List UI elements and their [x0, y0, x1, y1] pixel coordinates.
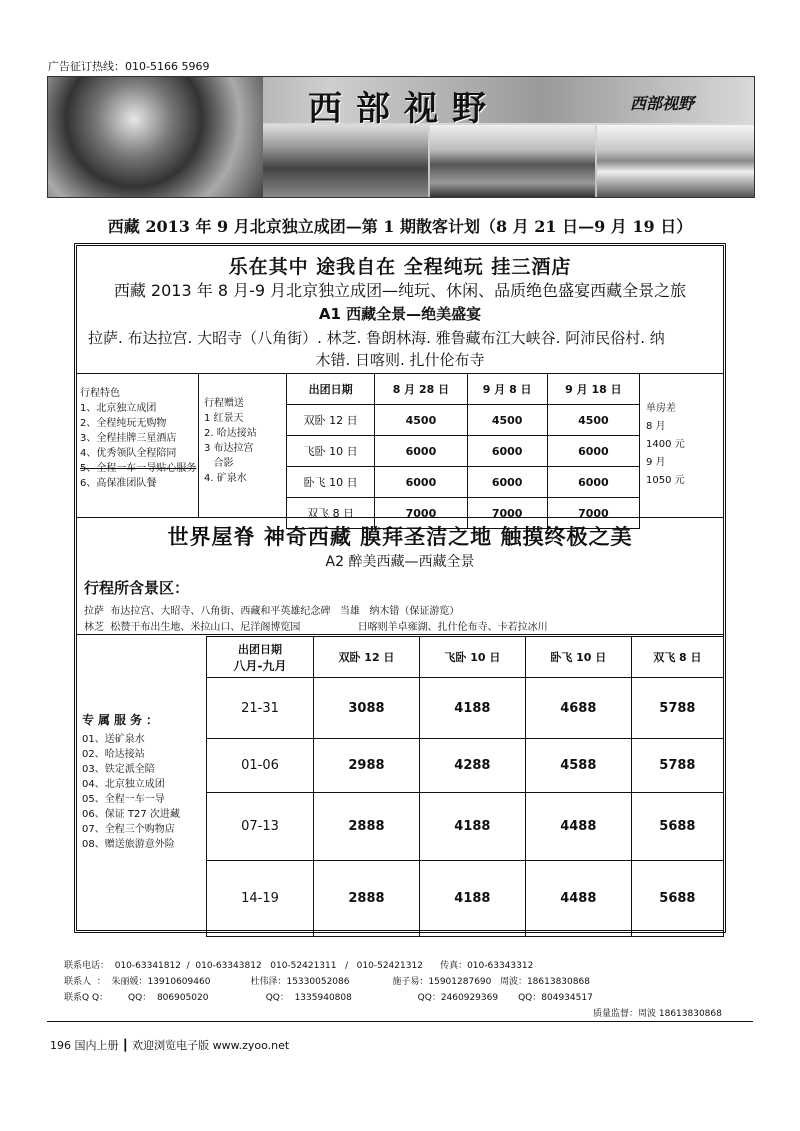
single-room-price: 1050 元: [646, 475, 685, 486]
banner-photo-prayer-wheels: [263, 125, 428, 197]
gift-item: 2. 哈达接站: [204, 428, 257, 439]
a1-route-line1: 拉萨. 布达拉宫. 大昭寺（八角街）. 林芝. 鲁朗林海. 雅鲁藏布江大峡谷. 阿沛民俗村. 纳: [88, 329, 665, 347]
price-cell: 4188: [419, 793, 525, 861]
table-row: [207, 739, 724, 793]
scenic-line: 林芝 松赞干布出生地、米拉山口、尼洋阁博览园 日喀则羊卓雍湖、扎什伦布寺、卡若拉冰川: [84, 622, 548, 633]
price-cell: 4688: [525, 678, 631, 739]
banner-photo-lake: [430, 125, 595, 197]
footer-divider: [47, 1021, 753, 1022]
price-cell: 7000: [375, 498, 467, 529]
date-header-line1: 出团日期: [238, 642, 282, 656]
service-item: 05、全程一车一导: [82, 794, 165, 805]
contact-phone: 联系电话： 010-63341812 / 010-63343812 010-52421311 / 010-52421312 传真：010-63343312: [64, 961, 534, 971]
contact-people: 联系人 ： 朱丽媛：13910609460 杜伟泽：15330052086 施子易：15901287690 周波：18613830868: [64, 977, 590, 987]
service-item: 04、北京独立成团: [82, 779, 165, 790]
feature-item: 1、北京独立成团: [80, 403, 157, 414]
price-cell: 4588: [525, 739, 631, 793]
a2-services: [82, 713, 180, 852]
table-row: [287, 467, 640, 498]
a2-name: A2 醉美西藏—西藏全景: [325, 554, 475, 570]
banner-title: 西部视野: [308, 89, 500, 129]
gift-item: 1 红景天: [204, 413, 244, 424]
a1-price-table: [286, 373, 640, 529]
date-header-line2: 八月-九月: [233, 658, 287, 673]
services-title: 专属服务：: [82, 713, 163, 727]
feature-item: 6、高保准团队餐: [80, 478, 157, 489]
table-row: [287, 436, 640, 467]
features-title: 行程特色: [80, 388, 120, 399]
a2-slogan: 世界屋脊 神奇西藏 膜拜圣洁之地 触摸终极之美: [167, 525, 633, 549]
header-cell: 飞卧 10 日: [419, 637, 525, 678]
price-cell: 2888: [314, 861, 420, 937]
feature-item: 3、全程挂牌三星酒店: [80, 433, 177, 444]
price-cell: 4500: [375, 405, 467, 436]
price-cell: 2888: [314, 793, 420, 861]
feature-item: 2、全程纯玩无购物: [80, 418, 167, 429]
price-cell: 5688: [631, 861, 723, 937]
price-cell: 4288: [419, 739, 525, 793]
header-cell: 8 月 28 日: [375, 374, 467, 405]
a1-gifts: [204, 396, 257, 486]
banner-photo-person: [48, 77, 263, 197]
price-cell: 5788: [631, 678, 723, 739]
price-cell: 4488: [525, 793, 631, 861]
price-cell: 4500: [467, 405, 547, 436]
price-cell: 5688: [631, 793, 723, 861]
table-row: [207, 861, 724, 937]
row-label: 卧飞 10 日: [287, 467, 375, 498]
a1-subtitle: 西藏 2013 年 8 月-9 月北京独立成团—纯玩、休闲、品质绝色盛宴西藏全景之旅: [113, 281, 687, 300]
page-footer: 196 国内上册 ┃ 欢迎浏览电子版 www.zyoo.net: [50, 1039, 290, 1052]
date-cell: 14-19: [207, 861, 314, 937]
a2-price-table: [206, 636, 724, 937]
scenic-title: 行程所含景区：: [84, 579, 190, 597]
gift-item: 3 布达拉宫: [204, 443, 254, 454]
price-cell: 2988: [314, 739, 420, 793]
price-cell: 5788: [631, 739, 723, 793]
feature-item: 4、优秀领队全程陪同: [80, 448, 177, 459]
header-cell: 出团日期: [287, 374, 375, 405]
price-cell: 4488: [525, 861, 631, 937]
service-item: 02、哈达接站: [82, 749, 145, 760]
service-item: 06、保证 T27 次进藏: [82, 809, 180, 820]
single-room-label: 单房差: [646, 403, 676, 414]
service-item: 08、赠送旅游意外险: [82, 839, 175, 850]
single-room-month: 9 月: [646, 457, 666, 468]
price-cell: 4188: [419, 678, 525, 739]
date-cell: 01-06: [207, 739, 314, 793]
price-cell: 4500: [547, 405, 639, 436]
main-title: 西藏 2013 年 9 月北京独立成团—第 1 期散客计划（8 月 21 日—9 月 19 日）: [107, 217, 693, 236]
quality-supervisor: 质量监督：周波 18613830868: [593, 1009, 722, 1019]
gift-item: 合影: [204, 458, 234, 469]
row-label: 飞卧 10 日: [287, 436, 375, 467]
price-cell: 7000: [467, 498, 547, 529]
service-item: 01、送矿泉水: [82, 734, 145, 745]
price-cell: 3088: [314, 678, 420, 739]
banner: [47, 76, 755, 198]
a1-features: [80, 386, 196, 491]
price-cell: 6000: [547, 436, 639, 467]
banner-logo: 西部视野: [630, 94, 695, 113]
date-cell: 21-31: [207, 678, 314, 739]
single-room-supplement: [646, 400, 685, 490]
header-cell: 9 月 8 日: [467, 374, 547, 405]
price-cell: 7000: [547, 498, 639, 529]
price-cell: 6000: [375, 467, 467, 498]
service-item: 07、全程三个购物店: [82, 824, 175, 835]
gifts-title: 行程赠送: [204, 398, 244, 409]
a1-name: A1 西藏全景—绝美盛宴: [318, 305, 482, 323]
price-cell: 4188: [419, 861, 525, 937]
header-cell: 双卧 12 日: [314, 637, 420, 678]
header-cell: 9 月 18 日: [547, 374, 639, 405]
price-cell: 6000: [547, 467, 639, 498]
table-row: [287, 405, 640, 436]
gift-item: 4. 矿泉水: [204, 473, 247, 484]
price-cell: 6000: [375, 436, 467, 467]
table-row: [207, 678, 724, 739]
row-label: 双卧 12 日: [287, 405, 375, 436]
a1-slogan: 乐在其中 途我自在 全程纯玩 挂三酒店: [228, 256, 572, 278]
header-cell: 双飞 8 日: [631, 637, 723, 678]
contact-qq: 联系Q Q： QQ： 806905020 QQ： 1335940808 QQ：2460929369 QQ：804934517: [64, 993, 593, 1003]
feature-item: 5、全程一车一导贴心服务: [80, 463, 197, 474]
table-row: [207, 793, 724, 861]
price-cell: 6000: [467, 467, 547, 498]
service-item: 03、铁定派全陪: [82, 764, 155, 775]
table-header-row: [207, 637, 724, 678]
banner-photo-mountains: [597, 125, 754, 197]
ad-hotline: 广告征订热线：010-5166 5969: [48, 60, 210, 73]
a1-route-line2: 木错. 日喀则. 扎什伦布寺: [315, 351, 485, 369]
row-label: 双飞 8 日: [287, 498, 375, 529]
single-room-month: 8 月: [646, 421, 666, 432]
date-cell: 07-13: [207, 793, 314, 861]
scenic-line: 拉萨 布达拉宫、大昭寺、八角街、西藏和平英雄纪念碑 当雄 纳木错（保证游览）: [84, 606, 460, 617]
a2-divider: [77, 634, 723, 635]
table-header-row: [287, 374, 640, 405]
header-cell: 卧飞 10 日: [525, 637, 631, 678]
a1-divider-features: [198, 373, 199, 517]
price-cell: 6000: [467, 436, 547, 467]
date-header: [207, 637, 314, 678]
single-room-price: 1400 元: [646, 439, 685, 450]
